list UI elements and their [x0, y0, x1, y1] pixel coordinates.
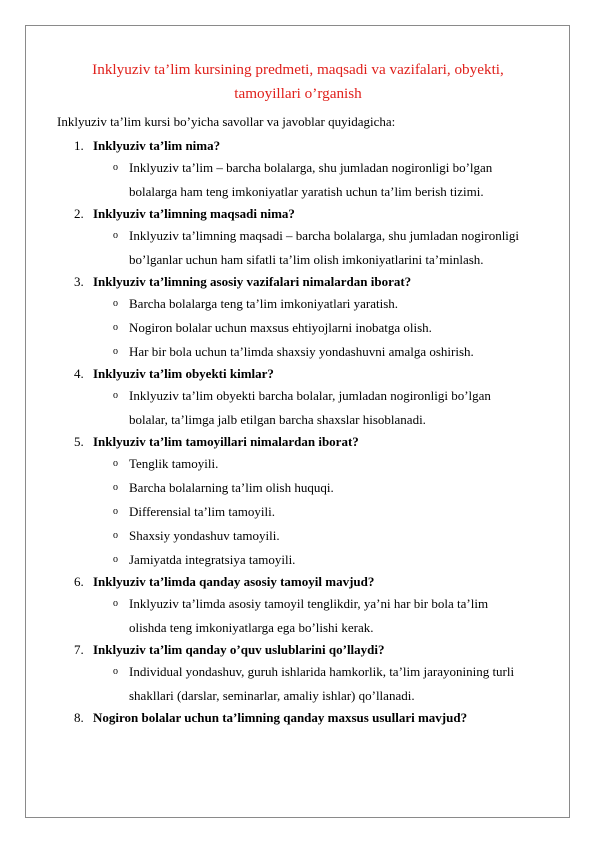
answer-line: Inklyuziv ta’limning maqsadi – barcha bolalarga, shu jumladan nogironligi — [129, 228, 520, 243]
question-heading — [57, 364, 557, 384]
answer-line: Jamiyatda integratsiya tamoyili. — [129, 552, 296, 567]
answer-item — [57, 548, 557, 572]
question-item — [57, 204, 557, 272]
question-text: Inklyuziv ta’lim tamoyillari nimalardan iborat? — [93, 434, 359, 449]
bullet-icon: o — [113, 322, 118, 333]
answer-item — [57, 660, 557, 708]
answer-line: Inklyuziv ta’lim – barcha bolalarga, shu jumladan nogironligi bo’lgan — [129, 160, 493, 175]
answer-list — [57, 156, 557, 204]
answer-item — [57, 592, 557, 640]
question-number: 3. — [74, 274, 84, 289]
question-item — [57, 364, 557, 432]
question-number: 4. — [74, 366, 84, 381]
question-text: Inklyuziv ta’lim obyekti kimlar? — [93, 366, 274, 381]
bullet-icon: o — [113, 162, 118, 173]
answer-line: Tenglik tamoyili. — [129, 456, 219, 471]
answer-line: Inklyuziv ta’lim obyekti barcha bolalar, jumladan nogironligi bo’lgan — [129, 388, 491, 403]
question-heading — [57, 204, 557, 224]
answer-list — [57, 224, 557, 272]
answer-item — [57, 340, 557, 364]
answer-item — [57, 500, 557, 524]
answer-item — [57, 156, 557, 204]
question-item — [57, 136, 557, 204]
question-number: 1. — [74, 138, 84, 153]
title-line-2: tamoyillari o’rganish — [234, 85, 362, 102]
bullet-icon: o — [113, 530, 118, 541]
question-heading — [57, 708, 557, 728]
question-heading — [57, 136, 557, 156]
question-item — [57, 708, 557, 728]
question-item — [57, 272, 557, 364]
answer-item — [57, 476, 557, 500]
answer-line: Shaxsiy yondashuv tamoyili. — [129, 528, 280, 543]
bullet-icon: o — [113, 506, 118, 517]
intro-text: Inklyuziv ta’lim kursi bo’yicha savollar va javoblar quyidagicha: — [57, 114, 396, 129]
answer-line: Barcha bolalarga teng ta’lim imkoniyatlari yaratish. — [129, 296, 399, 311]
answer-item — [57, 224, 557, 272]
question-number: 6. — [74, 574, 84, 589]
bullet-icon: o — [113, 346, 118, 357]
question-heading — [57, 432, 557, 452]
question-heading — [57, 640, 557, 660]
question-list — [57, 136, 557, 728]
question-text: Inklyuziv ta’limning asosiy vazifalari nimalardan iborat? — [93, 274, 412, 289]
answer-line: Differensial ta’lim tamoyili. — [129, 504, 275, 519]
answer-line: Inklyuziv ta’limda asosiy tamoyil tenglikdir, ya’ni har bir bola ta’lim — [129, 596, 489, 611]
question-number: 2. — [74, 206, 84, 221]
answer-list — [57, 452, 557, 572]
bullet-icon: o — [113, 298, 118, 309]
answer-line: Nogiron bolalar uchun maxsus ehtiyojlarni inobatga olish. — [129, 320, 432, 335]
bullet-icon: o — [113, 598, 118, 609]
answer-item — [57, 524, 557, 548]
answer-list — [57, 384, 557, 432]
question-item — [57, 572, 557, 640]
answer-line: bolalar, ta’limga jalb etilgan barcha shaxslar hisoblanadi. — [129, 412, 426, 427]
answer-line: Barcha bolalarning ta’lim olish huquqi. — [129, 480, 334, 495]
document-title — [40, 58, 556, 106]
answer-list — [57, 660, 557, 708]
question-text: Nogiron bolalar uchun ta’limning qanday maxsus usullari mavjud? — [93, 710, 468, 725]
question-text: Inklyuziv ta’lim nima? — [93, 138, 221, 153]
answer-list — [57, 292, 557, 364]
question-number: 8. — [74, 710, 84, 725]
bullet-icon: o — [113, 458, 118, 469]
question-text: Inklyuziv ta’lim qanday o’quv uslublarini qo’llaydi? — [93, 642, 385, 657]
question-heading — [57, 572, 557, 592]
answer-item — [57, 384, 557, 432]
question-text: Inklyuziv ta’limning maqsadi nima? — [93, 206, 295, 221]
question-item — [57, 432, 557, 572]
answer-item — [57, 292, 557, 316]
question-item — [57, 640, 557, 708]
answer-list — [57, 592, 557, 640]
answer-line: bo’lganlar uchun ham sifatli ta’lim olish imkoniyatlarini ta’minlash. — [129, 252, 484, 267]
question-heading — [57, 272, 557, 292]
answer-line: bolalarga ham teng imkoniyatlar yaratish uchun ta’lim berish tizimi. — [129, 184, 484, 199]
answer-line: Individual yondashuv, guruh ishlarida hamkorlik, ta’lim jarayonining turli — [129, 664, 515, 679]
answer-line: olishda teng imkoniyatlarga ega bo’lishi kerak. — [129, 620, 374, 635]
answer-item — [57, 452, 557, 476]
bullet-icon: o — [113, 230, 118, 241]
bullet-icon: o — [113, 554, 118, 565]
bullet-icon: o — [113, 482, 118, 493]
title-line-1: Inklyuziv ta’lim kursining predmeti, maqsadi va vazifalari, obyekti, — [92, 61, 504, 78]
answer-line: shakllari (darslar, seminarlar, amaliy ishlar) qo’llanadi. — [129, 688, 415, 703]
question-number: 7. — [74, 642, 84, 657]
bullet-icon: o — [113, 666, 118, 677]
answer-item — [57, 316, 557, 340]
bullet-icon: o — [113, 390, 118, 401]
question-number: 5. — [74, 434, 84, 449]
answer-line: Har bir bola uchun ta’limda shaxsiy yondashuvni amalga oshirish. — [129, 344, 474, 359]
question-text: Inklyuziv ta’limda qanday asosiy tamoyil mavjud? — [93, 574, 375, 589]
